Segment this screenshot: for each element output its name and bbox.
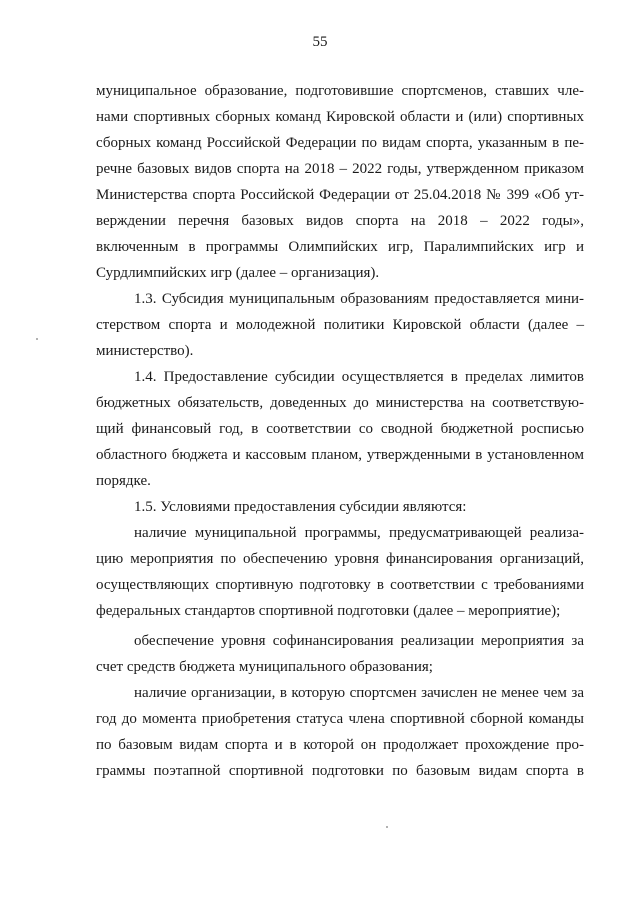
paragraph-1-4-line: 1.4. Предоставление субсидии осуществляется в пределах лимитов: [134, 369, 584, 385]
text-line: год до момента приобретения статуса члена спортивной сборной команды: [96, 711, 584, 727]
paragraph-1-3-line: 1.3. Субсидия муниципальным образованиям предоставляется мини-: [134, 291, 584, 307]
condition-line: наличие организации, в которую спортсмен зачислен не менее чем за: [134, 685, 584, 701]
text-line: счет средств бюджета муниципального образования;: [96, 659, 433, 675]
scan-speck: [386, 826, 388, 828]
text-line: порядке.: [96, 473, 151, 489]
text-line: по базовым видам спорта и в которой он продолжает прохождение про-: [96, 737, 584, 753]
text-line: граммы поэтапной спортивной подготовки по базовым видам спорта в: [96, 763, 584, 779]
condition-line: наличие муниципальной программы, предусматривающей реализа-: [134, 525, 584, 541]
text-line: речне базовых видов спорта на 2018 – 2022 годы, утвержденном приказом: [96, 161, 584, 177]
text-line: стерством спорта и молодежной политики Кировской области (далее –: [96, 317, 584, 333]
page-number: 55: [312, 34, 328, 50]
text-line: министерство).: [96, 343, 194, 359]
text-line: Министерства спорта Российской Федерации от 25.04.2018 № 399 «Об ут-: [96, 187, 584, 203]
text-line: верждении перечня базовых видов спорта на 2018 – 2022 годы»,: [96, 213, 584, 229]
paragraph-1-5-line: 1.5. Условиями предоставления субсидии являются:: [134, 499, 467, 515]
text-line: федеральных стандартов спортивной подготовки (далее – мероприятие);: [96, 603, 561, 619]
text-line: муниципальное образование, подготовившие спортсменов, ставших чле-: [96, 83, 584, 99]
scan-speck: [36, 338, 38, 340]
text-line: нами спортивных сборных команд Кировской области и (или) спортивных: [96, 109, 584, 125]
text-line: включенным в программы Олимпийских игр, Паралимпийских игр и: [96, 239, 584, 255]
text-line: сборных команд Российской Федерации по видам спорта, указанным в пе-: [96, 135, 584, 151]
text-line: осуществляющих спортивную подготовку в соответствии с требованиями: [96, 577, 584, 593]
text-line: областного бюджета и кассовым планом, утвержденными в установленном: [96, 447, 584, 463]
text-line: Сурдлимпийских игр (далее – организация).: [96, 265, 380, 281]
condition-line: обеспечение уровня софинансирования реализации мероприятия за: [134, 633, 584, 649]
text-line: щий финансовый год, в соответствии со сводной бюджетной росписью: [96, 421, 584, 437]
text-line: цию мероприятия по обеспечению уровня финансирования организаций,: [96, 551, 584, 567]
text-line: бюджетных обязательств, доведенных до министерства на соответствую-: [96, 395, 584, 411]
